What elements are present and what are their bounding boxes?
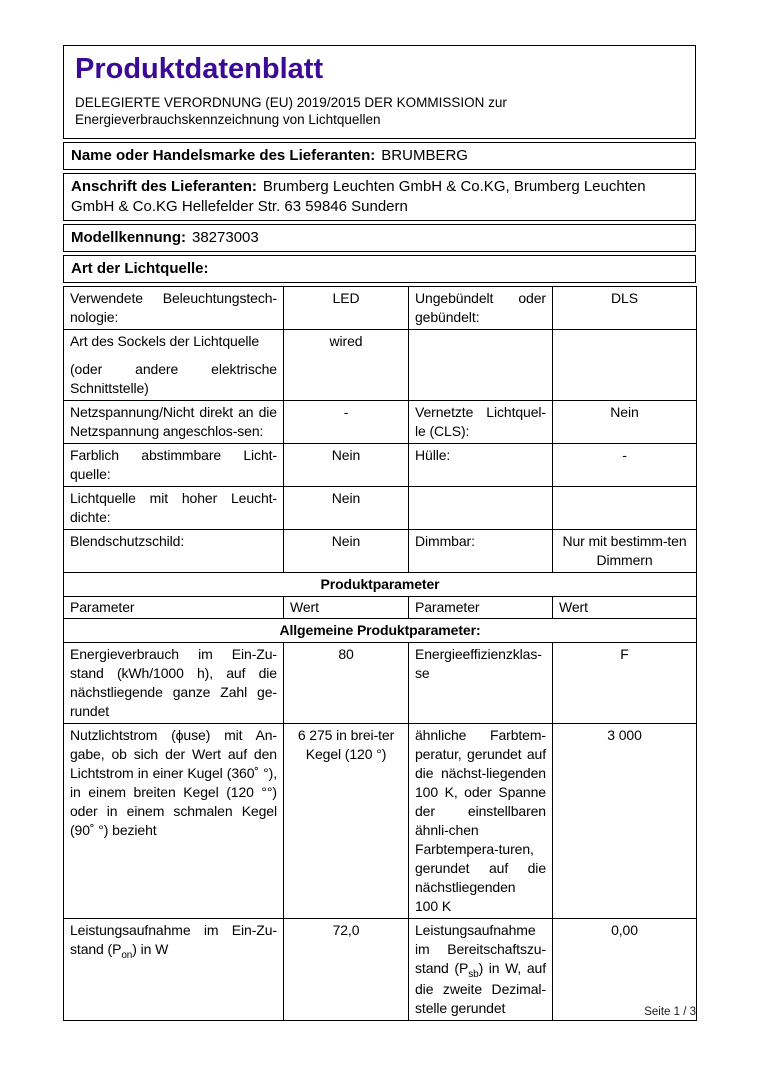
- document-content: [63, 45, 696, 1021]
- supplier-address-label: Anschrift des Lieferanten:: [71, 178, 257, 195]
- value-cell: 80: [284, 643, 409, 724]
- value-cell: DLS: [553, 287, 697, 330]
- param-cell: Energieeffizienzklas-se: [409, 643, 553, 724]
- model-id-value: 38273003: [192, 229, 259, 246]
- page-number: Seite 1 / 3: [644, 1006, 696, 1018]
- product-params-title: Produktparameter: [64, 573, 697, 597]
- param-cell: Farblich abstimmbare Licht-quelle:: [64, 444, 284, 487]
- value-cell: [553, 330, 697, 401]
- document-header: [63, 45, 696, 139]
- value-cell: wired: [284, 330, 409, 401]
- table-row: [64, 287, 697, 330]
- value-cell: Nein: [553, 401, 697, 444]
- value-cell: -: [553, 444, 697, 487]
- param-cell: Vernetzte Lichtquel-le (CLS):: [409, 401, 553, 444]
- value-cell: Nein: [284, 487, 409, 530]
- param-cell: ähnliche Farbtem-peratur, gerundet auf die nächst-liegenden 100 K, oder Spanne der einstellbaren ähnli-chen Farbtempera-turen, gerundet auf die nächstliegenden 100 K: [409, 724, 553, 919]
- subtitle-line-2: Energieverbrauchskennzeichnung von Lichtquellen: [75, 112, 381, 127]
- subtitle-line-1: DELEGIERTE VERORDNUNG (EU) 2019/2015 DER KOMMISSION zur: [75, 95, 507, 110]
- supplier-name-value: BRUMBERG: [381, 147, 468, 164]
- product-table: [63, 286, 697, 1021]
- section-header-row: [64, 619, 697, 643]
- table-row: [64, 643, 697, 724]
- general-params-title: Allgemeine Produktparameter:: [64, 619, 697, 643]
- value-cell: Nein: [284, 530, 409, 573]
- subscript: on: [121, 949, 133, 961]
- value-cell: F: [553, 643, 697, 724]
- param-cell: Dimmbar:: [409, 530, 553, 573]
- supplier-name-row: [63, 142, 696, 170]
- value-cell: 72,0: [284, 919, 409, 1021]
- subscript: sb: [468, 968, 479, 980]
- param-text: ) in W: [132, 941, 169, 957]
- table-row: [64, 401, 697, 444]
- value-cell: -: [284, 401, 409, 444]
- param-cell: Lichtquelle mit hoher Leucht-dichte:: [64, 487, 284, 530]
- table-row: [64, 444, 697, 487]
- param-cell: Energieverbrauch im Ein-Zu-stand (kWh/1000 h), auf die nächstliegende ganze Zahl ge-rundet: [64, 643, 284, 724]
- param-cell: [409, 330, 553, 401]
- table-row: [64, 530, 697, 573]
- col-header-wert: Wert: [553, 597, 697, 619]
- value-cell: Nein: [284, 444, 409, 487]
- param-cell: Verwendete Beleuchtungstech-nologie:: [64, 287, 284, 330]
- column-header-row: [64, 597, 697, 619]
- param-cell: [409, 487, 553, 530]
- value-cell: 6 275 in brei-ter Kegel (120 °): [284, 724, 409, 919]
- param-cell: Nutzlichtstrom (ϕuse) mit An-gabe, ob sich der Wert auf den Lichtstrom in einer Kugel (360˚ °), in einem breiten Kegel (120 °°) oder in einem schmalen Kegel (90˚ °) bezieht: [64, 724, 284, 919]
- value-cell: Nur mit bestimm-ten Dimmern: [553, 530, 697, 573]
- col-header-parameter: Parameter: [409, 597, 553, 619]
- col-header-parameter: Parameter: [64, 597, 284, 619]
- param-cell: Ungebündelt oder gebündelt:: [409, 287, 553, 330]
- param-text: Leistungsaufnahme im Bereitschaftszu-stand (P: [415, 922, 546, 976]
- supplier-address-row: [63, 173, 696, 221]
- value-cell: 3 000: [553, 724, 697, 919]
- param-paragraph-2: (oder andere elektrische Schnittstelle): [70, 361, 277, 396]
- light-source-heading-label: Art der Lichtquelle:: [71, 260, 209, 277]
- param-cell: Netzspannung/Nicht direkt an die Netzspannung angeschlos-sen:: [64, 401, 284, 444]
- model-id-label: Modellkennung:: [71, 229, 186, 246]
- model-id-row: [63, 224, 696, 252]
- param-text: ) in W, auf die zweite Dezimal-stelle gerundet: [415, 960, 547, 1016]
- light-source-heading: [63, 255, 696, 283]
- supplier-address-value: Brumberg Leuchten GmbH & Co.KG, Brumberg Leuchten GmbH & Co.KG Hellefelder Str. 63 59846 Sundern: [71, 178, 646, 215]
- col-header-wert: Wert: [284, 597, 409, 619]
- param-cell: Hülle:: [409, 444, 553, 487]
- param-text: Leistungsaufnahme im Ein-Zu-stand (P: [70, 922, 277, 957]
- value-cell: LED: [284, 287, 409, 330]
- supplier-name-label: Name oder Handelsmarke des Lieferanten:: [71, 147, 376, 164]
- table-row: [64, 487, 697, 530]
- table-row: [64, 724, 697, 919]
- table-row: [64, 330, 697, 401]
- param-paragraph-1: Art des Sockels der Lichtquelle: [70, 333, 260, 349]
- param-cell: Blendschutzschild:: [64, 530, 284, 573]
- value-cell: 0,00: [553, 919, 697, 1021]
- page-title: Produktdatenblatt: [75, 53, 324, 85]
- param-cell: [64, 330, 284, 401]
- document-subtitle: [75, 94, 684, 128]
- value-cell: [553, 487, 697, 530]
- section-header-row: [64, 573, 697, 597]
